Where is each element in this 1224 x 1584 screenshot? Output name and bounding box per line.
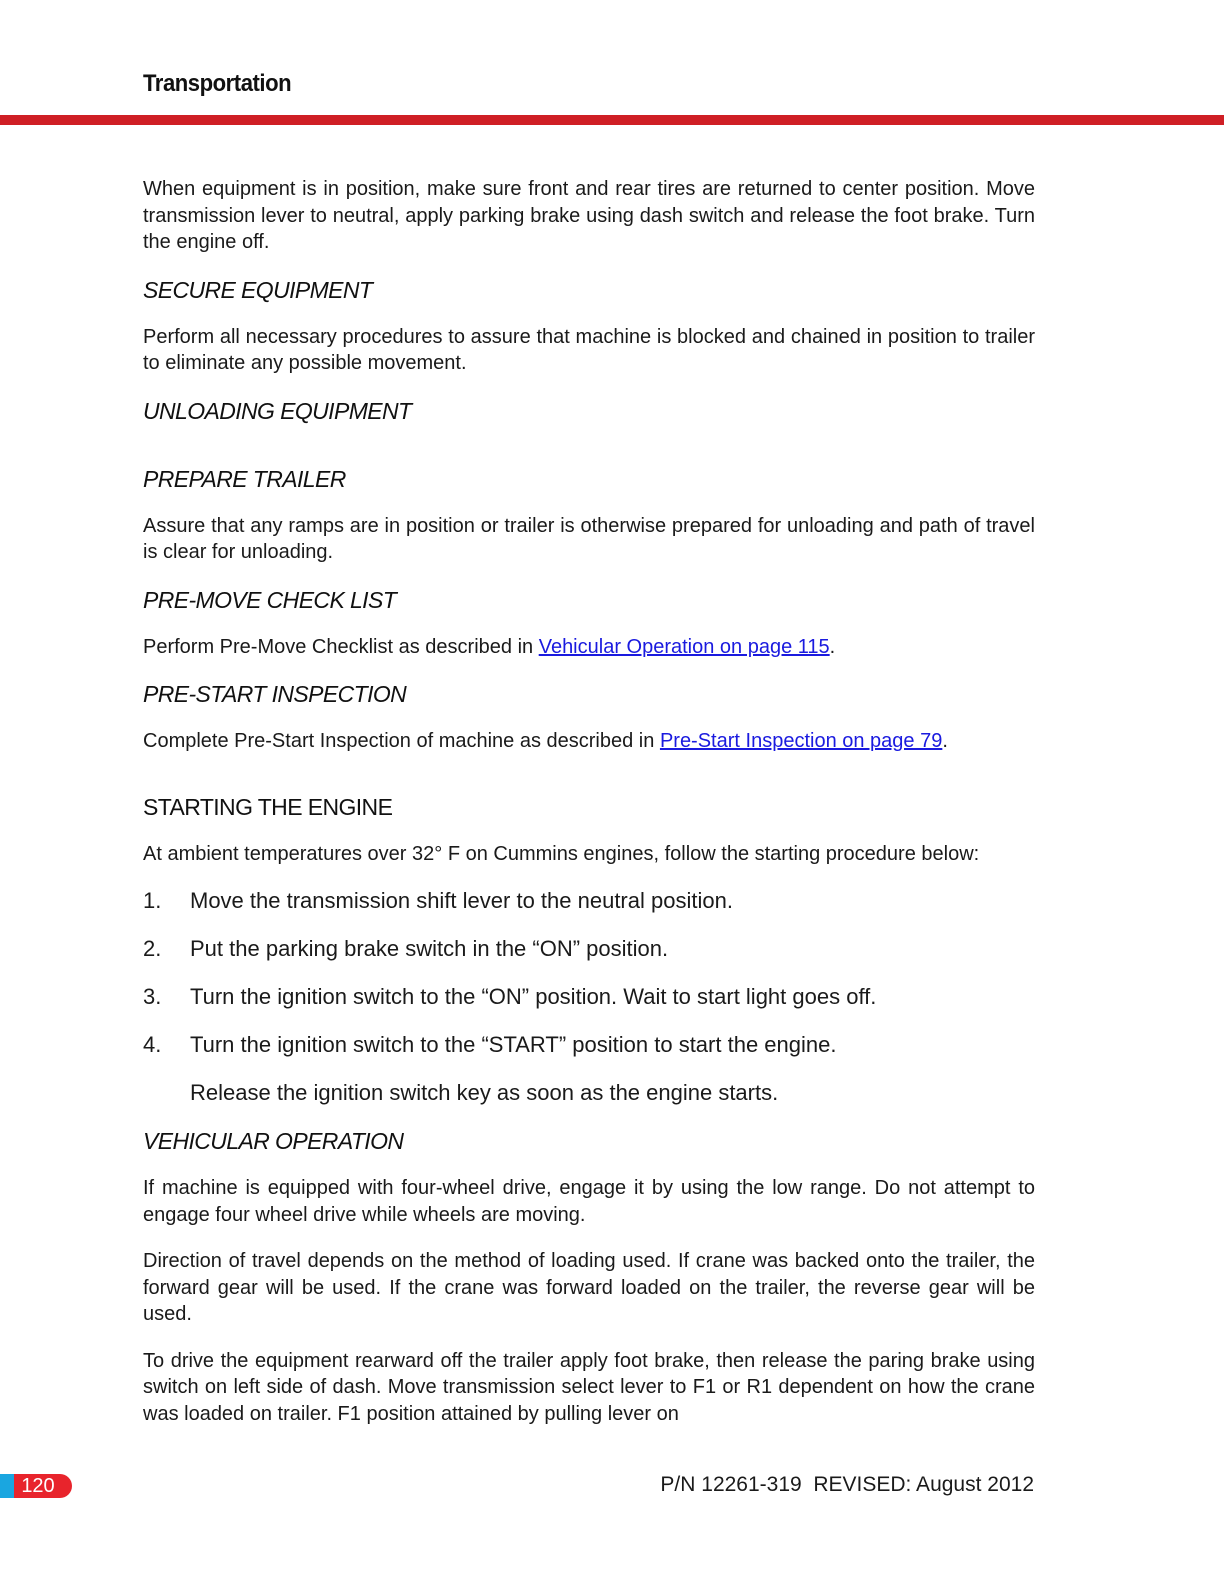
- pre-move-text-before: Perform Pre-Move Checklist as described in: [143, 635, 539, 658]
- page-content: [143, 176, 1035, 1447]
- pre-move-checklist-text: [143, 634, 1035, 661]
- vehicular-operation-paragraph-1: If machine is equipped with four-wheel drive, engage it by using the low range. Do not attempt to engage four wheel drive while wheels are moving.: [143, 1177, 1035, 1226]
- page-header-title: Transportation: [143, 70, 292, 97]
- header-rule: [0, 115, 1224, 125]
- list-item: [143, 887, 1035, 915]
- prepare-trailer-text: Assure that any ramps are in position or trailer is otherwise prepared for unloading and path of travel is clear for unloading.: [143, 514, 1035, 563]
- pre-start-inspection-heading: PRE-START INSPECTION: [143, 681, 407, 707]
- pre-start-inspection-link[interactable]: Pre-Start Inspection on page 79: [659, 730, 943, 752]
- secure-equipment-text: Perform all necessary procedures to assure that machine is blocked and chained in position to trailer to eliminate any possible movement.: [143, 325, 1035, 374]
- step-number: 1.: [143, 888, 162, 913]
- starting-the-engine-heading: STARTING THE ENGINE: [143, 793, 393, 820]
- starting-the-engine-text: At ambient temperatures over 32° F on Cummins engines, follow the starting procedure below:: [143, 842, 980, 865]
- pre-start-text-after: .: [942, 730, 948, 752]
- list-item: [143, 935, 1035, 963]
- step-text: Turn the ignition switch to the “START” position to start the engine.: [190, 1032, 837, 1057]
- step-number: 4.: [143, 1032, 162, 1057]
- vehicular-operation-heading: VEHICULAR OPERATION: [143, 1128, 404, 1154]
- secure-equipment-heading: SECURE EQUIPMENT: [143, 276, 373, 303]
- page-number-tab-accent: [0, 1474, 14, 1498]
- prepare-trailer-heading: PREPARE TRAILER: [143, 465, 346, 492]
- step-number: 3.: [143, 984, 162, 1009]
- pre-start-inspection-text: [143, 728, 1035, 755]
- pre-start-text-before: Complete Pre-Start Inspection of machine as described in: [143, 730, 660, 752]
- step-4-note: Release the ignition switch key as soon as the engine starts.: [190, 1080, 779, 1105]
- pre-move-text-after: .: [829, 635, 836, 658]
- step-text: Move the transmission shift lever to the neutral position.: [190, 888, 733, 913]
- step-number: 2.: [143, 936, 162, 961]
- vehicular-operation-paragraph-2: Direction of travel depends on the method of loading used. If crane was backed onto the trailer, the forward gear will be used. If the crane was forward loaded on the trailer, the reverse gear will be used.: [143, 1250, 1035, 1325]
- step-text: Put the parking brake switch in the “ON” position.: [190, 936, 669, 961]
- vehicular-operation-link[interactable]: Vehicular Operation on page 115: [538, 635, 830, 658]
- intro-paragraph: When equipment is in position, make sure front and rear tires are returned to center position. Move transmission lever to neutral, apply parking brake using dash switch and release the foot brake. Turn the engine off.: [143, 178, 1035, 253]
- list-item: [143, 983, 1035, 1011]
- starting-steps-list: [143, 887, 1035, 1059]
- page-number: 120: [21, 1475, 55, 1497]
- list-item: [143, 1031, 1035, 1059]
- step-text: Turn the ignition switch to the “ON” position. Wait to start light goes off.: [190, 984, 877, 1009]
- vehicular-operation-paragraph-3: To drive the equipment rearward off the trailer apply foot brake, then release the paring brake using switch on left side of dash. Move transmission select lever to F1 or R1 dependent on how the crane was loaded on trailer. F1 position attained by pulling lever on: [143, 1349, 1035, 1425]
- pre-move-checklist-heading: PRE-MOVE CHECK LIST: [143, 586, 397, 613]
- unloading-equipment-heading: UNLOADING EQUIPMENT: [143, 397, 412, 424]
- part-number-revision: P/N 12261-319 REVISED: August 2012: [660, 1473, 1034, 1496]
